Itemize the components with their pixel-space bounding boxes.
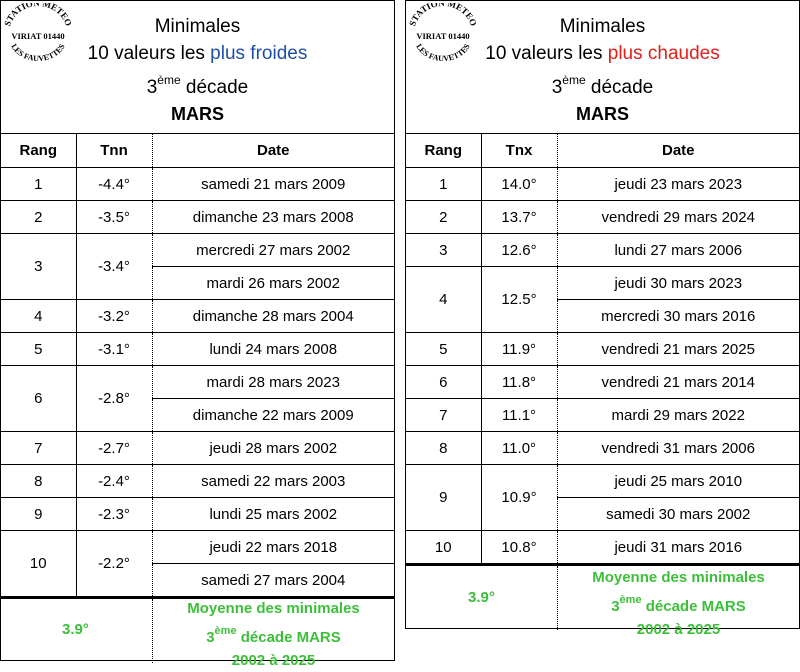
average-value: 3.9°	[468, 589, 495, 606]
table-row	[406, 366, 799, 399]
value-cell: 13.7°	[481, 201, 557, 234]
warmest-footer	[406, 564, 799, 638]
title-line1: Minimales	[559, 16, 646, 37]
value-cell: -2.3°	[76, 498, 152, 531]
date-cell: lundi 24 mars 2008	[152, 333, 394, 366]
date-cell: jeudi 31 mars 2016	[557, 531, 799, 564]
value-cell: -2.8°	[76, 366, 152, 432]
warmest-panel	[405, 0, 800, 638]
value-cell: -3.5°	[76, 201, 152, 234]
table-row	[1, 531, 394, 564]
table-row	[406, 267, 799, 300]
date-cell: samedi 22 mars 2003	[152, 465, 394, 498]
value-cell: -3.4°	[76, 234, 152, 300]
value-cell: 10.9°	[481, 465, 557, 531]
date-cell: dimanche 22 mars 2009	[152, 399, 394, 432]
table-row	[1, 498, 394, 531]
table-row	[1, 300, 394, 333]
table-row	[406, 333, 799, 366]
svg-text:LES FAUVETTES: LES FAUVETTES	[9, 42, 67, 64]
header-date: Date	[152, 134, 394, 168]
value-cell: -3.2°	[76, 300, 152, 333]
rank-cell: 4	[406, 267, 481, 333]
rank-cell: 4	[1, 300, 76, 333]
value-cell: 11.1°	[481, 399, 557, 432]
rank-cell: 6	[1, 366, 76, 432]
title-highlight: plus chaudes	[607, 43, 720, 64]
value-cell: 11.0°	[481, 432, 557, 465]
rank-cell: 7	[406, 399, 481, 432]
table-header-row	[406, 134, 799, 168]
title-month: MARS	[171, 104, 224, 124]
coldest-table	[1, 134, 394, 597]
value-cell: -3.1°	[76, 333, 152, 366]
date-cell: vendredi 29 mars 2024	[557, 201, 799, 234]
table-header-row	[1, 134, 394, 168]
table-row	[406, 201, 799, 234]
rank-cell: 6	[406, 366, 481, 399]
value-cell: -2.4°	[76, 465, 152, 498]
rank-cell: 2	[406, 201, 481, 234]
date-cell: samedi 27 mars 2004	[152, 564, 394, 597]
warmest-header	[406, 1, 799, 134]
coldest-footer	[1, 597, 394, 669]
date-cell: lundi 25 mars 2002	[152, 498, 394, 531]
header-rank: Rang	[406, 134, 481, 168]
value-cell: 12.6°	[481, 234, 557, 267]
value-cell: -2.2°	[76, 531, 152, 597]
coldest-header	[1, 1, 394, 134]
table-row	[1, 168, 394, 201]
rank-cell: 8	[1, 465, 76, 498]
title-decade: 3ème décade	[146, 73, 249, 98]
warmest-table	[406, 134, 799, 564]
header-rank: Rang	[1, 134, 76, 168]
rank-cell: 8	[406, 432, 481, 465]
header-date: Date	[557, 134, 799, 168]
header-value: Tnn	[76, 134, 152, 168]
rank-cell: 1	[406, 168, 481, 201]
rank-cell: 10	[406, 531, 481, 564]
date-cell: samedi 21 mars 2009	[152, 168, 394, 201]
rank-cell: 5	[1, 333, 76, 366]
title-decade: 3ème décade	[551, 73, 654, 98]
date-cell: jeudi 25 mars 2010	[557, 465, 799, 498]
date-cell: mardi 26 mars 2002	[152, 267, 394, 300]
table-row	[406, 465, 799, 498]
svg-text:STATION METEO: STATION METEO	[3, 3, 73, 28]
table-row	[406, 168, 799, 201]
rank-cell: 1	[1, 168, 76, 201]
rank-cell: 9	[406, 465, 481, 531]
date-cell: vendredi 21 mars 2025	[557, 333, 799, 366]
rank-cell: 9	[1, 498, 76, 531]
rank-cell: 3	[406, 234, 481, 267]
date-cell: mercredi 27 mars 2002	[152, 234, 394, 267]
table-row	[406, 531, 799, 564]
table-row	[1, 201, 394, 234]
date-cell: dimanche 28 mars 2004	[152, 300, 394, 333]
warmest-table-body	[406, 168, 799, 564]
table-row	[1, 333, 394, 366]
svg-text:VIRIAT 01440: VIRIAT 01440	[11, 31, 65, 41]
date-cell: mercredi 30 mars 2016	[557, 300, 799, 333]
table-row	[1, 366, 394, 399]
date-cell: vendredi 31 mars 2006	[557, 432, 799, 465]
average-label: Moyenne des minimales 3ème décade MARS 2002 à 2025	[592, 569, 765, 638]
date-cell: jeudi 22 mars 2018	[152, 531, 394, 564]
svg-text:LES FAUVETTES: LES FAUVETTES	[414, 42, 472, 64]
coldest-panel	[0, 0, 395, 669]
date-cell: samedi 30 mars 2002	[557, 498, 799, 531]
value-cell: 11.9°	[481, 333, 557, 366]
date-cell: lundi 27 mars 2006	[557, 234, 799, 267]
average-label: Moyenne des minimales 3ème décade MARS 2002 à 2025	[187, 600, 360, 669]
table-row	[406, 432, 799, 465]
rank-cell: 5	[406, 333, 481, 366]
value-cell: 12.5°	[481, 267, 557, 333]
coldest-title	[1, 13, 394, 128]
rank-cell: 7	[1, 432, 76, 465]
rank-cell: 2	[1, 201, 76, 234]
header-value: Tnx	[481, 134, 557, 168]
table-row	[406, 399, 799, 432]
coldest-table-body	[1, 168, 394, 597]
rank-cell: 3	[1, 234, 76, 300]
title-highlight: plus froides	[210, 43, 308, 64]
table-row	[1, 465, 394, 498]
value-cell: 14.0°	[481, 168, 557, 201]
value-cell: 11.8°	[481, 366, 557, 399]
value-cell: 10.8°	[481, 531, 557, 564]
date-cell: jeudi 28 mars 2002	[152, 432, 394, 465]
svg-text:STATION METEO: STATION METEO	[408, 3, 478, 28]
average-value: 3.9°	[62, 621, 89, 638]
title-month: MARS	[576, 104, 629, 124]
title-line2: 10 valeurs les plus froides	[87, 43, 308, 64]
table-row	[1, 234, 394, 267]
rank-cell: 10	[1, 531, 76, 597]
date-cell: jeudi 30 mars 2023	[557, 267, 799, 300]
date-cell: dimanche 23 mars 2008	[152, 201, 394, 234]
value-cell: -2.7°	[76, 432, 152, 465]
table-row	[406, 234, 799, 267]
date-cell: vendredi 21 mars 2014	[557, 366, 799, 399]
table-row	[1, 432, 394, 465]
date-cell: mardi 28 mars 2023	[152, 366, 394, 399]
title-line2: 10 valeurs les plus chaudes	[485, 43, 720, 64]
title-line1: Minimales	[154, 16, 241, 37]
date-cell: mardi 29 mars 2022	[557, 399, 799, 432]
svg-text:VIRIAT 01440: VIRIAT 01440	[416, 31, 470, 41]
value-cell: -4.4°	[76, 168, 152, 201]
warmest-title	[406, 13, 799, 128]
date-cell: jeudi 23 mars 2023	[557, 168, 799, 201]
